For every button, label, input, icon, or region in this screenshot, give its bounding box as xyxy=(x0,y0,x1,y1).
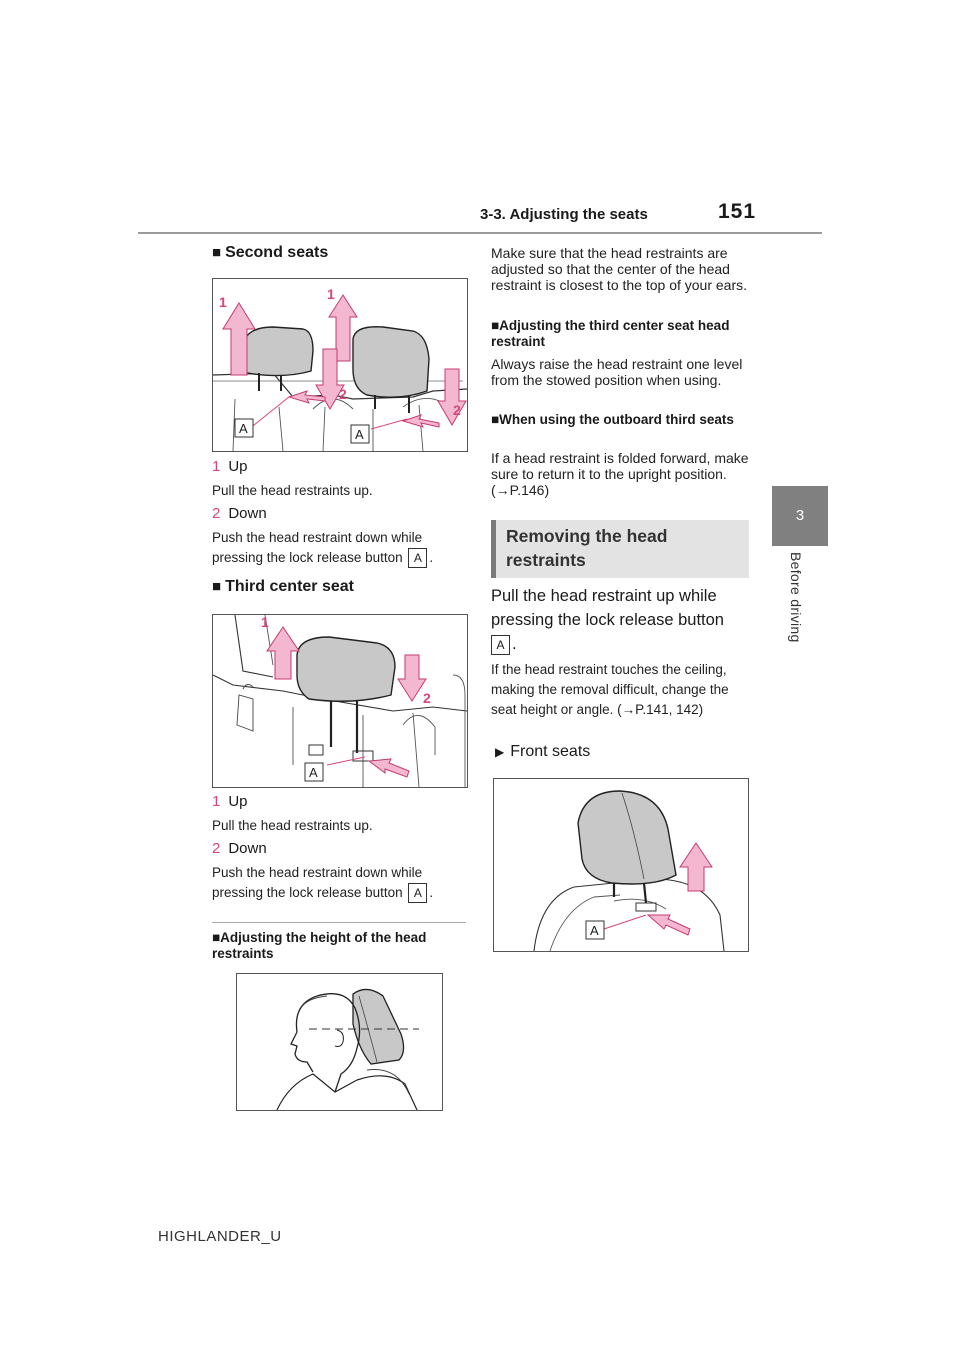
second-step-1 xyxy=(212,458,248,476)
step-number: 2 xyxy=(212,840,221,857)
footer-model: HIGHLANDER_U xyxy=(158,1228,282,1245)
header-rule xyxy=(138,232,822,234)
removing-title-line2: restraints xyxy=(506,550,586,570)
lock-release-button-icon: A xyxy=(491,635,510,655)
chapter-title xyxy=(770,552,830,672)
removing-note: If the head restraint touches the ceiling, making the removal difficult, change the seat height or angle. (→P.141, 142) xyxy=(491,662,729,717)
page-number: 151 xyxy=(718,200,757,223)
fig-step-2-label-a: 2 xyxy=(339,386,347,402)
fig-step-2-label-b: 2 xyxy=(453,402,461,418)
third-step-1-desc: Pull the head restraints up. xyxy=(212,818,373,833)
third-center-heading xyxy=(212,578,354,596)
second-step-2-desc: Push the head restraint down while pressing the lock release button A . xyxy=(212,528,472,568)
step-number: 1 xyxy=(212,458,221,475)
head-restraint-intro: Make sure that the head restraints are adjusted so that the center of the head restraint is closest to the top of your ears. xyxy=(491,245,748,293)
adjusting-height-heading xyxy=(212,930,470,962)
removing-title-line1: Removing the head xyxy=(506,526,668,546)
second-seats-heading xyxy=(212,244,328,262)
front-seats-label xyxy=(495,743,590,761)
fig-step-1-label-a: 1 xyxy=(219,294,227,310)
removing-instruction-text: Pull the head restraint up while pressing the lock release button xyxy=(491,587,724,629)
step-label: Up xyxy=(228,793,248,810)
square-bullet-icon: ■ xyxy=(212,930,221,945)
chapter-title-text: Before driving xyxy=(788,552,804,643)
fig-step-1-label: 1 xyxy=(261,615,269,630)
fig-callout-a: A xyxy=(590,923,599,938)
third-center-adjust-text: Always raise the head restraint one level from the stowed position when using. xyxy=(491,356,743,388)
square-bullet-icon: ■ xyxy=(491,412,500,427)
fig-step-1-label-b: 1 xyxy=(327,286,335,302)
square-bullet-icon: ■ xyxy=(212,578,222,595)
third-center-adjust-heading xyxy=(491,318,749,350)
lock-release-button-icon: A xyxy=(408,548,427,568)
second-step-1-desc: Pull the head restraints up. xyxy=(212,483,373,498)
adjusting-height-title: Adjusting the height of the head restraints xyxy=(212,930,427,961)
fig-callout-a: A xyxy=(309,765,318,780)
front-seats-figure xyxy=(493,778,749,952)
head-height-figure xyxy=(236,973,443,1111)
third-step-2-desc: Push the head restraint down while pressing the lock release button A . xyxy=(212,863,472,903)
fig-step-2-label: 2 xyxy=(423,690,431,706)
triangle-bullet-icon: ▶ xyxy=(495,745,505,759)
third-center-adjust-title: Adjusting the third center seat head restraint xyxy=(491,318,730,349)
step-label: Up xyxy=(228,458,248,475)
fig-callout-a-2: A xyxy=(355,427,364,442)
chapter-tab[interactable]: 3 xyxy=(772,486,828,546)
second-step-2-text: Push the head restraint down while pressing the lock release button xyxy=(212,530,423,565)
outboard-heading xyxy=(491,412,749,428)
section-divider xyxy=(212,922,466,923)
square-bullet-icon: ■ xyxy=(491,318,500,333)
fig-callout-a-1: A xyxy=(239,421,248,436)
step-number: 1 xyxy=(212,793,221,810)
second-step-2 xyxy=(212,505,267,523)
lock-release-button-icon: A xyxy=(408,883,427,903)
square-bullet-icon: ■ xyxy=(212,244,222,261)
front-seats-text: Front seats xyxy=(510,743,591,760)
second-seats-title: Second seats xyxy=(225,244,329,261)
section-header: 3-3. Adjusting the seats xyxy=(480,206,648,223)
step-label: Down xyxy=(228,505,267,522)
outboard-text: If a head restraint is folded forward, make sure to return it to the upright position. (→P.146) xyxy=(491,450,749,498)
third-step-2-text: Push the head restraint down while pressing the lock release button xyxy=(212,865,423,900)
outboard-title: When using the outboard third seats xyxy=(499,412,734,427)
third-center-figure xyxy=(212,614,468,788)
removing-section-heading xyxy=(491,520,749,578)
third-step-1 xyxy=(212,793,248,811)
removing-instruction: Pull the head restraint up while pressing the lock release button A . xyxy=(491,587,724,653)
third-center-title: Third center seat xyxy=(225,578,354,595)
second-seats-figure xyxy=(212,278,468,452)
step-number: 2 xyxy=(212,505,221,522)
step-label: Down xyxy=(228,840,267,857)
third-step-2 xyxy=(212,840,267,858)
